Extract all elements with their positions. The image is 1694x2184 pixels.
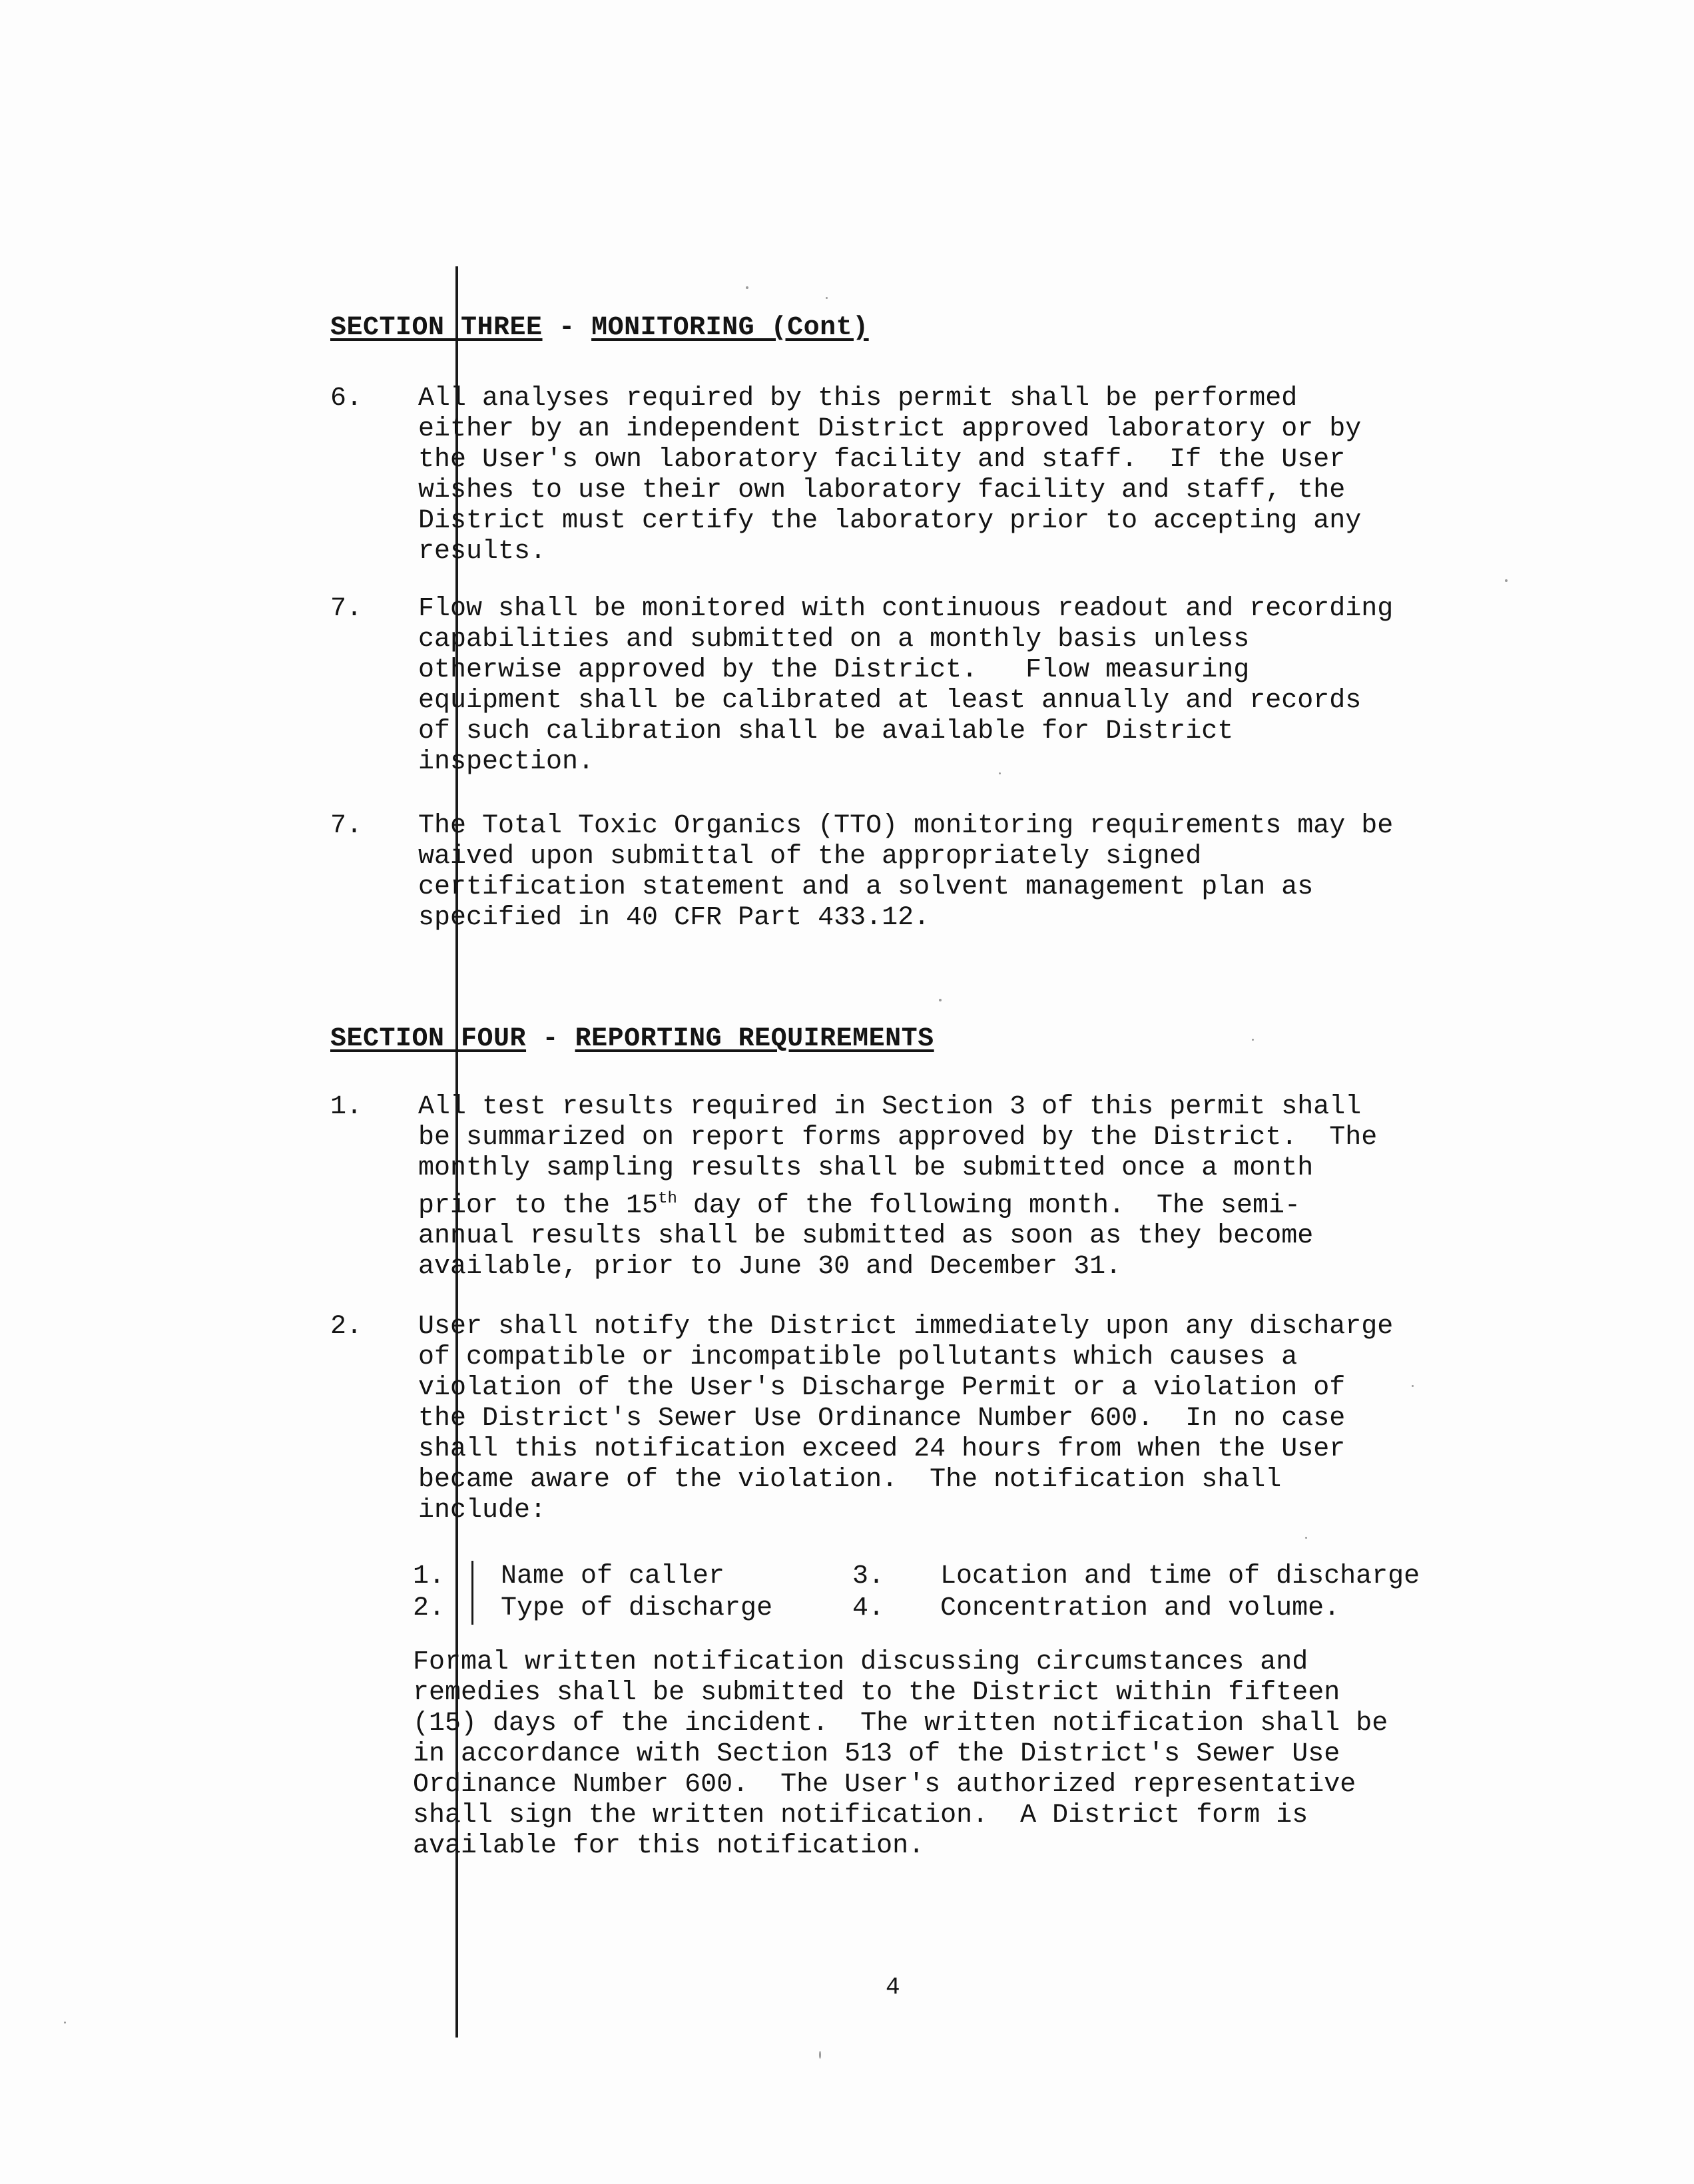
text-line: All analyses required by this permit shall be performed <box>418 384 1298 413</box>
item-number: 7. <box>330 594 363 624</box>
list-text: Concentration and volume. <box>940 1593 1340 1623</box>
item-number: 7. <box>330 811 363 841</box>
text-line: (15) days of the incident. The written notification shall be <box>413 1709 1388 1739</box>
text-line: wishes to use their own laboratory facility and staff, the <box>418 475 1346 505</box>
text-line: the District's Sewer Use Ordinance Number 600. In no case <box>418 1404 1346 1434</box>
text-line: Flow shall be monitored with continuous readout and recording <box>418 594 1394 624</box>
scan-speck <box>826 297 828 299</box>
scan-speck <box>64 2022 66 2024</box>
text-line: All test results required in Section 3 of this permit shall <box>418 1092 1362 1122</box>
text-line: in accordance with Section 513 of the District's Sewer Use <box>413 1739 1340 1769</box>
notification-requirements-list <box>413 1561 1420 1625</box>
text-line: violation of the User's Discharge Permit or a violation of <box>418 1373 1346 1403</box>
item-number: 1. <box>330 1092 363 1122</box>
scan-speck <box>819 2051 821 2059</box>
list-text: Location and time of discharge <box>940 1561 1420 1591</box>
text-line: became aware of the violation. The notification shall <box>418 1465 1282 1495</box>
item-text <box>418 1092 1510 1282</box>
text-line: inspection. <box>418 747 595 777</box>
text-line: results. <box>418 537 547 567</box>
section-three-heading-title: MONITORING (Cont) <box>591 313 869 343</box>
item-text <box>418 811 1510 934</box>
text-line: waived upon submittal of the appropriately signed <box>418 842 1202 872</box>
section-three-heading <box>330 313 869 343</box>
section-four-heading-label: SECTION FOUR <box>330 1024 527 1054</box>
column-divider <box>471 1561 473 1593</box>
list-number: 2. <box>413 1593 445 1623</box>
item-text <box>418 384 1510 567</box>
list-number: 3. <box>852 1561 885 1591</box>
text-line: either by an independent District approved laboratory or by <box>418 414 1362 444</box>
list-text: Name of caller <box>501 1561 725 1591</box>
item-text <box>418 1312 1510 1526</box>
text-line: capabilities and submitted on a monthly basis unless <box>418 625 1250 655</box>
text-line: otherwise approved by the District. Flow measuring <box>418 655 1250 685</box>
scan-speck <box>1305 1537 1307 1539</box>
heading-separator: - <box>526 1024 575 1054</box>
section-four-heading <box>330 1024 934 1054</box>
text-line: be summarized on report forms approved by the District. The <box>418 1123 1378 1153</box>
scan-speck <box>1505 579 1508 582</box>
text-line: User shall notify the District immediately upon any discharge <box>418 1312 1394 1342</box>
text-line: The Total Toxic Organics (TTO) monitoring requirements may be <box>418 811 1394 841</box>
text-line: District must certify the laboratory prior to accepting any <box>418 506 1362 536</box>
item-text <box>418 594 1510 778</box>
scan-speck <box>1252 1039 1254 1041</box>
text-line: prior to the 15th day of the following month. The semi- <box>418 1190 1301 1221</box>
item-number: 6. <box>330 384 363 413</box>
text-line: available for this notification. <box>413 1831 925 1861</box>
page-number: 4 <box>886 1974 900 2001</box>
list-number: 4. <box>852 1593 885 1623</box>
text-line: specified in 40 CFR Part 433.12. <box>418 903 930 933</box>
section-three-heading-label: SECTION THREE <box>330 313 543 343</box>
text-line: equipment shall be calibrated at least annually and records <box>418 686 1362 716</box>
formal-notification-paragraph <box>413 1647 1532 1862</box>
text-line: monthly sampling results shall be submitted once a month <box>418 1153 1314 1183</box>
scan-speck <box>1412 1385 1414 1387</box>
heading-separator: - <box>542 313 592 343</box>
ordinal-suffix: th <box>658 1190 677 1208</box>
text-line: the User's own laboratory facility and staff. If the User <box>418 445 1346 475</box>
text-line: Formal written notification discussing circumstances and <box>413 1647 1308 1677</box>
scan-speck <box>999 772 1001 774</box>
text-line: of compatible or incompatible pollutants which causes a <box>418 1342 1298 1372</box>
text-line: available, prior to June 30 and December 31. <box>418 1252 1122 1282</box>
list-number: 1. <box>413 1561 445 1591</box>
section-four-heading-title: REPORTING REQUIREMENTS <box>575 1024 934 1054</box>
notification-row <box>413 1561 1420 1593</box>
text-line: of such calibration shall be available for District <box>418 716 1234 746</box>
notification-row <box>413 1593 1340 1625</box>
item-number: 2. <box>330 1312 363 1342</box>
text-line: annual results shall be submitted as soon as they become <box>418 1221 1314 1252</box>
text-line: Ordinance Number 600. The User's authorized representative <box>413 1770 1356 1800</box>
scan-speck <box>746 286 748 289</box>
text-line: shall this notification exceed 24 hours from when the User <box>418 1434 1346 1464</box>
text-line: shall sign the written notification. A District form is <box>413 1800 1308 1830</box>
scan-speck <box>939 999 942 1001</box>
text-line: include: <box>418 1496 547 1525</box>
column-divider <box>471 1593 473 1625</box>
text-line: remedies shall be submitted to the District within fifteen <box>413 1678 1340 1708</box>
list-text: Type of discharge <box>501 1593 773 1623</box>
text-line: certification statement and a solvent management plan as <box>418 872 1314 902</box>
